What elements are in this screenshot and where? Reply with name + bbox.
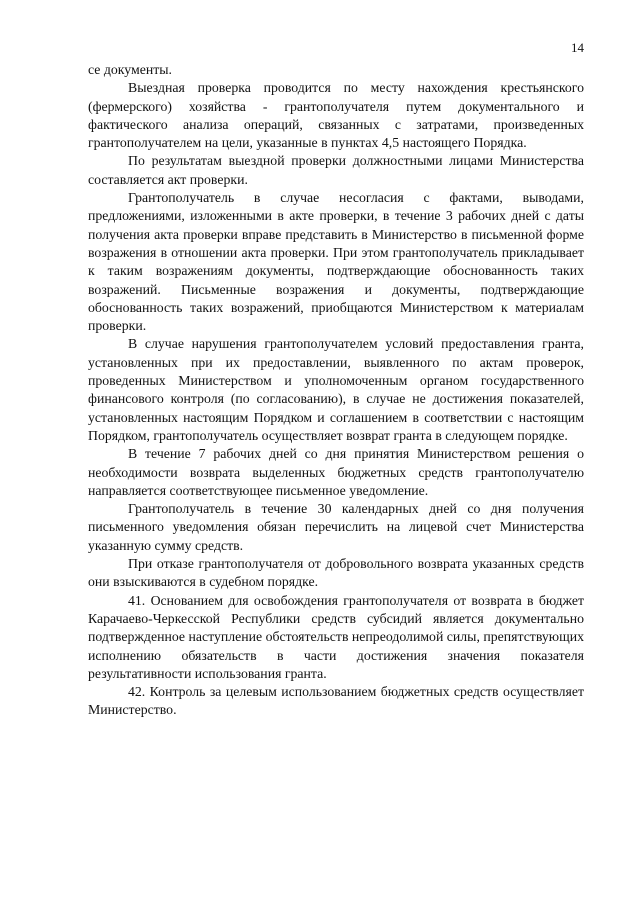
paragraph-field-inspection: Выездная проверка проводится по месту нахождения крестьянского (фермерского) хозяйства - грантополучателя путем документального и фактического анализа операций, связанных с затратами, произведенных грантополучателем на цели, указанные в пунктах 4,5 настоящего Порядка.: [88, 80, 584, 151]
document-body: [88, 61, 584, 720]
paragraph-notification: В течение 7 рабочих дней со дня принятия Министерством решения о необходимости возврата выделенных бюджетных средств грантополучателю направляется соответствующее письменное уведомление.: [88, 446, 584, 498]
paragraph-violation-return: В случае нарушения грантополучателем условий предоставления гранта, установленных при их предоставлении, выявленного по актам проверок, проведенных Министерством и уполномоченным органом государственного финансового контроля (по согласованию), в случае не достижения показателей, установленных настоящим Порядком и соглашением в соответствии с настоящим Порядком, грантополучатель осуществляет возврат гранта в следующем порядке.: [88, 336, 584, 443]
paragraph-transfer-deadline: Грантополучатель в течение 30 календарных дней со дня получения письменного уведомления обязан перечислить на лицевой счет Министерства указанную сумму средств.: [88, 501, 584, 553]
paragraph-objections: Грантополучатель в случае несогласия с фактами, выводами, предложениями, изложенными в акте проверки, в течение 3 рабочих дней с даты получения акта проверки вправе представить в Министерство в письменной форме возражения в отношении акта проверки. При этом грантополучатель прикладывает к таким возражениям документы, подтверждающие обоснованность таких возражений. Письменные возражения и документы, подтверждающие обоснованность таких возражений, приобщаются Министерством к материалам проверки.: [88, 190, 584, 334]
paragraph-inspection-act: По результатам выездной проверки должностными лицами Министерства составляется акт проверки.: [88, 153, 584, 187]
paragraph-court-recovery: При отказе грантополучателя от добровольного возврата указанных средств они взыскиваются в судебном порядке.: [88, 556, 584, 590]
page-number: 14: [571, 40, 584, 55]
paragraph-item-42: 42. Контроль за целевым использованием бюджетных средств осуществляет Министерство.: [88, 684, 584, 718]
paragraph-item-41: 41. Основанием для освобождения грантополучателя от возврата в бюджет Карачаево-Черкесской Республики средств субсидий является документально подтвержденное наступление обстоятельств непреодолимой силы, препятствующих исполнению обязательств в части достижения значения показателя результативности использования гранта.: [88, 592, 584, 681]
paragraph-continuation: се документы.: [88, 62, 172, 77]
